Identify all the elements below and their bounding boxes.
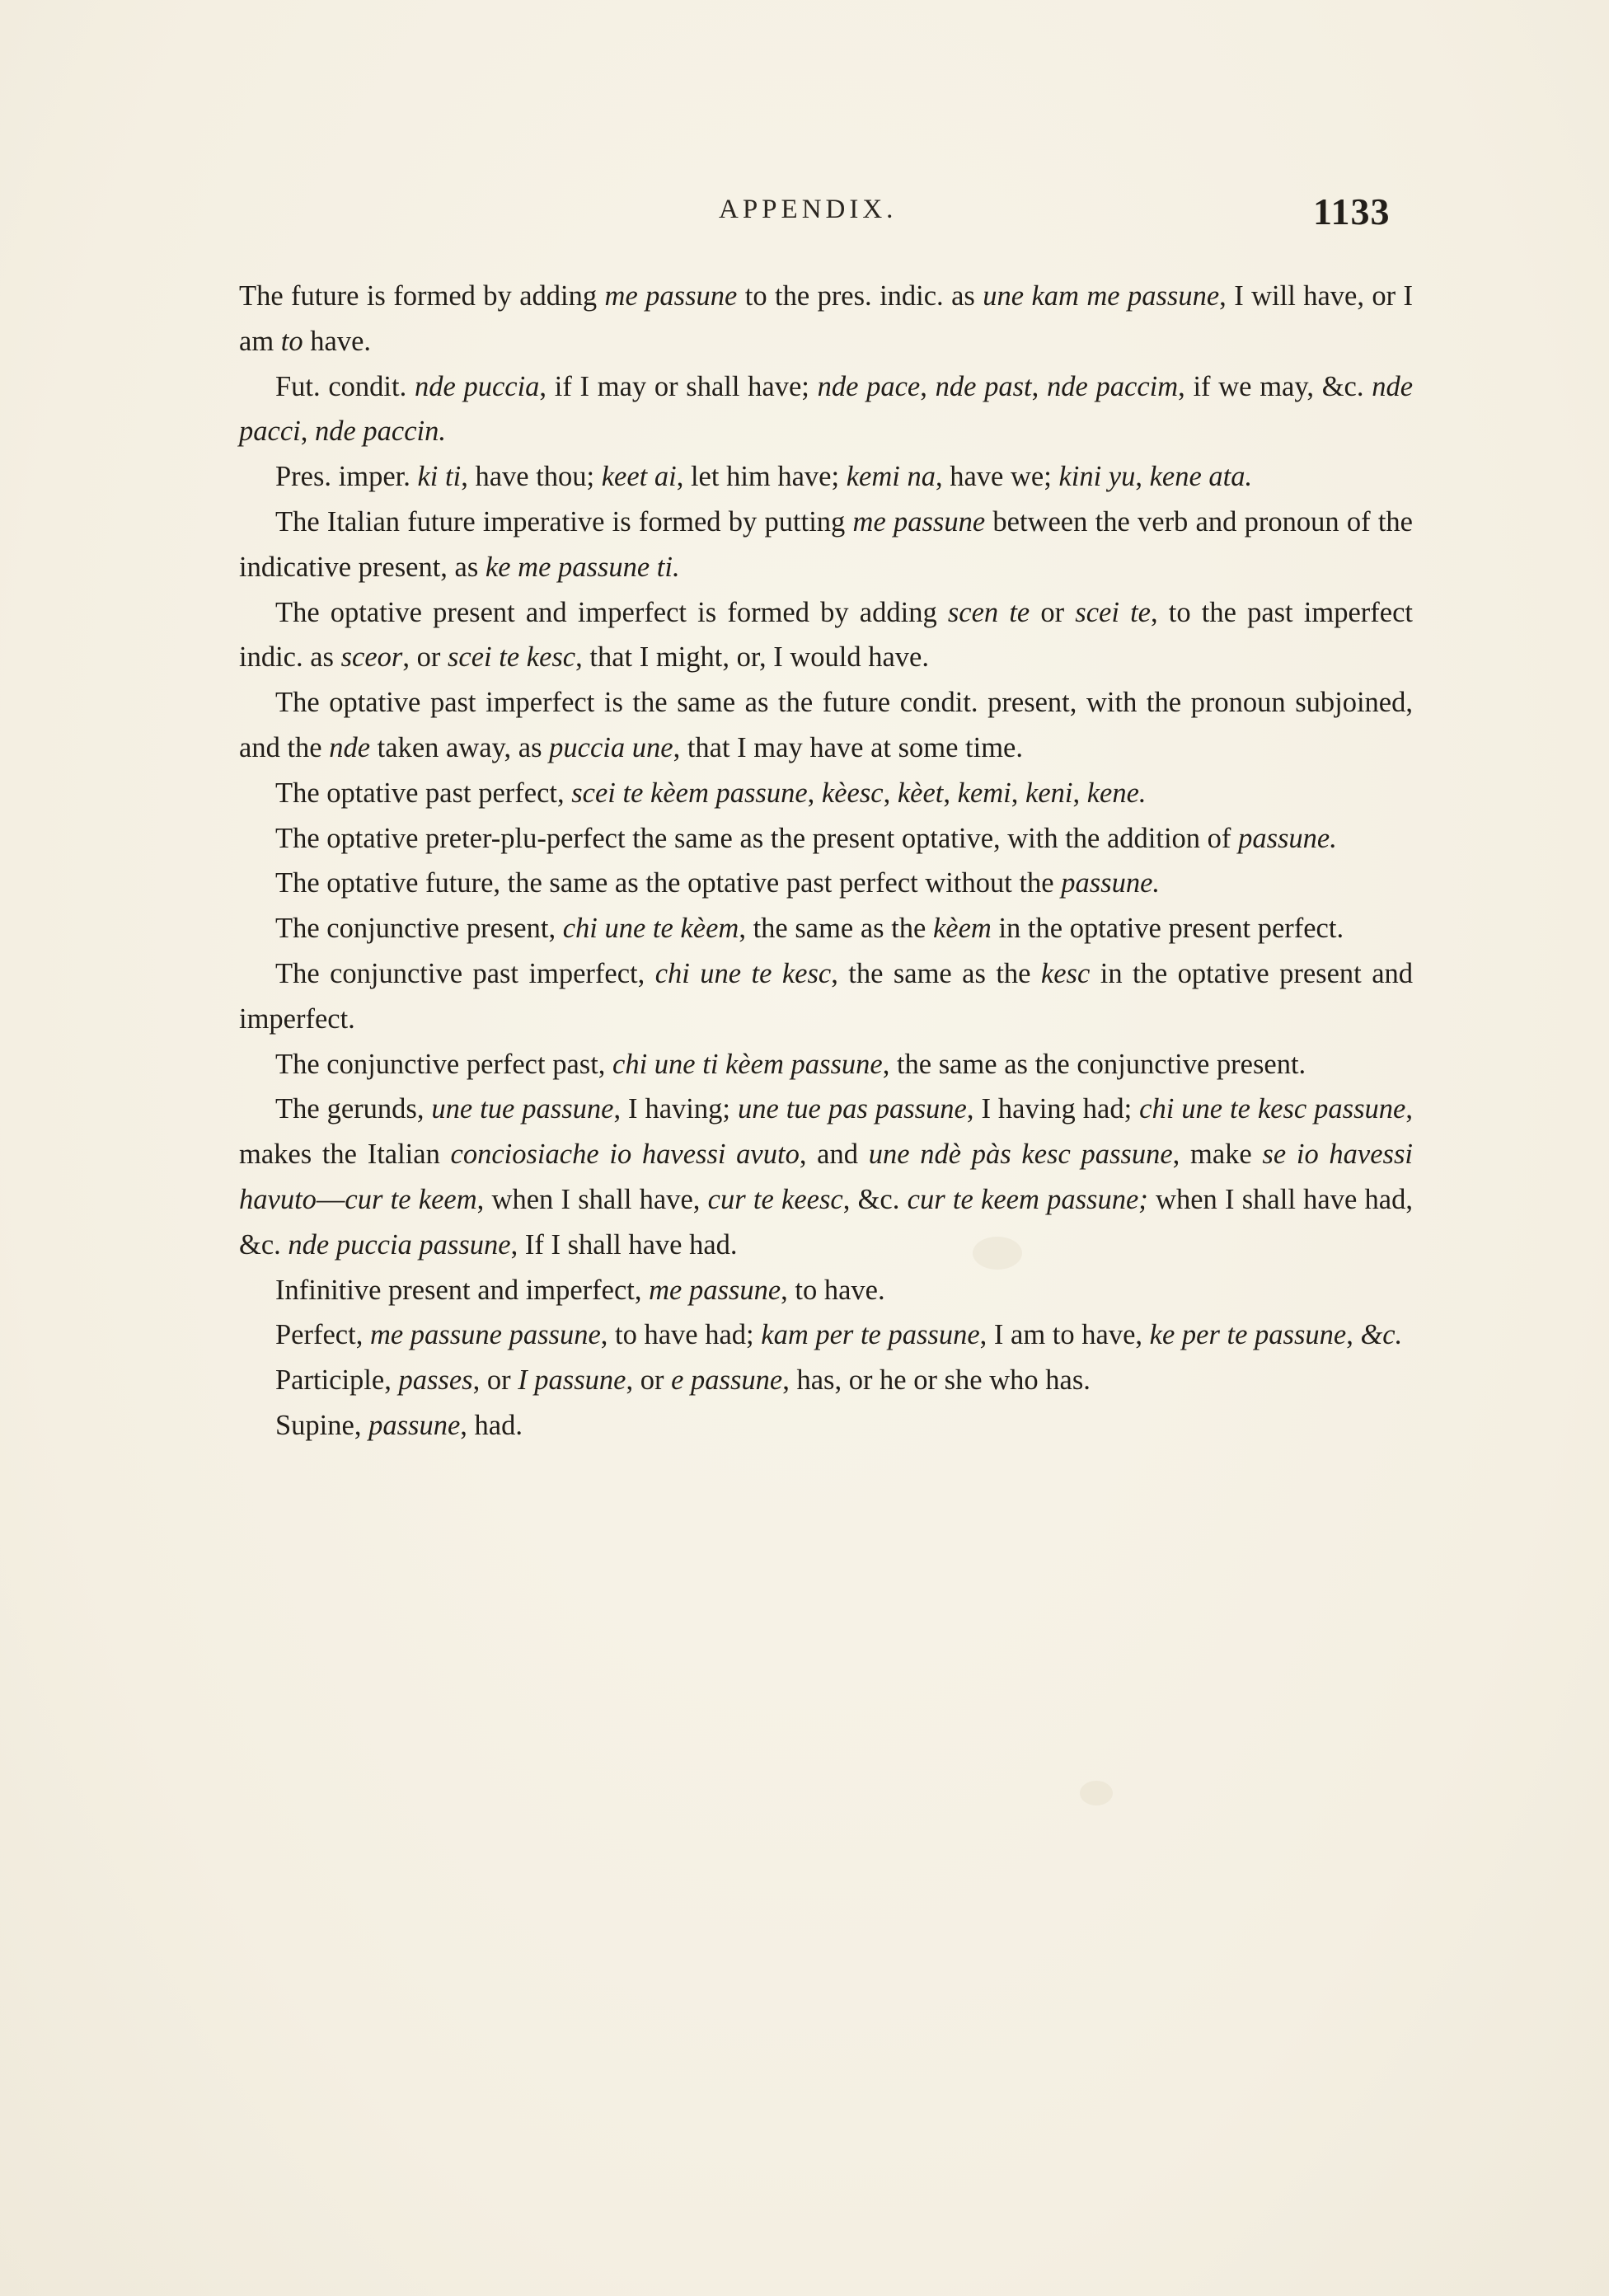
text-run: , I will have, or I am bbox=[239, 280, 1413, 357]
italic-term: se io havessi havuto bbox=[239, 1139, 1413, 1215]
text-run: Fut. condit. bbox=[275, 370, 415, 402]
italic-term: to bbox=[280, 325, 303, 357]
text-run: , bbox=[300, 416, 315, 448]
text-run: , that I might, or, I would have. bbox=[575, 641, 929, 674]
text-run: , to have. bbox=[781, 1274, 885, 1306]
text-run: , bbox=[1011, 777, 1026, 809]
text-run: , has, or he or she who has. bbox=[782, 1364, 1091, 1397]
text-run: , bbox=[1346, 1319, 1361, 1351]
italic-term: passune. bbox=[1238, 822, 1337, 854]
text-run: , the same as the conjunctive present. bbox=[882, 1048, 1306, 1080]
text-run: — bbox=[316, 1183, 345, 1215]
paragraph bbox=[239, 454, 1413, 500]
text-run: The optative past perfect, bbox=[275, 777, 572, 809]
italic-term: nde pacci bbox=[239, 370, 1414, 448]
italic-term: me passune bbox=[852, 505, 986, 538]
paragraph bbox=[239, 680, 1413, 771]
text-run: The optative past imperfect is the same as the future condit. present, with the pronoun subjoined, and the bbox=[239, 687, 1413, 763]
text-run: when I shall have had, &c. bbox=[239, 1183, 1413, 1261]
text-run: , if we may, &c. bbox=[1178, 370, 1372, 402]
text-run: , I having had; bbox=[966, 1093, 1140, 1125]
text-run: Participle, bbox=[275, 1364, 399, 1397]
italic-term: kèet bbox=[897, 777, 944, 809]
italic-term: une tue pas passune bbox=[737, 1093, 967, 1125]
paragraph bbox=[239, 500, 1413, 590]
italic-term: nde bbox=[329, 731, 371, 763]
italic-term: ki ti bbox=[417, 461, 462, 493]
text-run: The future is formed by adding bbox=[239, 280, 605, 312]
text-run: , bbox=[920, 370, 936, 402]
italic-term: kini yu bbox=[1058, 461, 1136, 493]
text-run: or bbox=[1030, 596, 1076, 628]
running-head bbox=[0, 190, 1609, 244]
text-run: , If I shall have had. bbox=[510, 1228, 738, 1261]
text-run: , the same as the bbox=[739, 913, 933, 945]
italic-term: scei te kèem passune bbox=[571, 777, 808, 809]
text-run: in the optative present perfect. bbox=[991, 913, 1344, 945]
paragraph bbox=[239, 274, 1413, 364]
text-run: The optative present and imperfect is formed by adding bbox=[275, 596, 948, 628]
italic-term: cur te keem bbox=[345, 1183, 477, 1215]
text-run: Perfect, bbox=[275, 1319, 370, 1351]
body-text bbox=[239, 274, 1413, 1448]
italic-term: I passune bbox=[518, 1364, 626, 1397]
paragraph bbox=[239, 364, 1413, 455]
text-run: , the same as the bbox=[831, 957, 1041, 989]
italic-term: chi une te kesc passune bbox=[1139, 1093, 1406, 1125]
text-run: , when I shall have, bbox=[476, 1183, 708, 1215]
text-run: , &c. bbox=[842, 1183, 908, 1215]
italic-term: keni bbox=[1025, 777, 1073, 809]
text-run: , to the past imperfect indic. as bbox=[239, 596, 1413, 674]
italic-term: scei te kesc bbox=[447, 641, 576, 674]
italic-term: e passune bbox=[671, 1364, 783, 1397]
paragraph bbox=[239, 816, 1413, 862]
text-run: , bbox=[883, 777, 898, 809]
paragraph bbox=[239, 1268, 1413, 1313]
text-run: , have thou; bbox=[461, 461, 602, 493]
text-run: , bbox=[1031, 370, 1047, 402]
italic-term: scei te bbox=[1075, 596, 1151, 628]
text-run: The optative preter-plu-perfect the same as the present optative, with the addition of bbox=[275, 822, 1239, 854]
paragraph bbox=[239, 1042, 1413, 1087]
text-run: , I having; bbox=[613, 1093, 738, 1125]
text-run: to the pres. indic. as bbox=[737, 280, 983, 312]
italic-term: kemi bbox=[957, 777, 1011, 809]
text-run: between the verb and pronoun of the indicative present, as bbox=[239, 505, 1413, 583]
italic-term: kemi na bbox=[846, 461, 936, 493]
italic-term: chi une te kèem bbox=[562, 913, 739, 945]
paragraph bbox=[239, 906, 1413, 951]
italic-term: passes bbox=[398, 1364, 473, 1397]
italic-term: keet ai bbox=[601, 461, 677, 493]
text-run: Pres. imper. bbox=[275, 461, 418, 493]
text-run: , bbox=[1072, 777, 1087, 809]
italic-term: cur te keesc bbox=[707, 1183, 843, 1215]
text-run: The gerunds, bbox=[275, 1093, 432, 1125]
text-run: , I am to have, bbox=[979, 1319, 1150, 1351]
text-run: , bbox=[943, 777, 958, 809]
italic-term: nde puccia bbox=[414, 370, 540, 402]
text-run: The conjunctive perfect past, bbox=[275, 1048, 613, 1080]
text-run: , or bbox=[626, 1364, 672, 1397]
page-number: 1133 bbox=[1313, 190, 1391, 232]
paragraph bbox=[239, 951, 1413, 1042]
text-run: , make bbox=[1172, 1139, 1263, 1171]
italic-term: nde paccin. bbox=[314, 416, 446, 448]
text-run: taken away, as bbox=[370, 731, 550, 763]
text-run: Infinitive present and imperfect, bbox=[275, 1274, 650, 1306]
italic-term: chi une ti kèem passune bbox=[612, 1048, 883, 1080]
text-run: The conjunctive past imperfect, bbox=[275, 957, 655, 989]
italic-term: sceor bbox=[340, 641, 403, 674]
text-run: The Italian future imperative is formed by putting bbox=[275, 505, 853, 538]
text-run: , and bbox=[799, 1139, 869, 1171]
italic-term: conciosiache io havessi avuto bbox=[450, 1139, 800, 1171]
italic-term: me passune bbox=[604, 280, 738, 312]
text-run: , bbox=[1135, 461, 1150, 493]
italic-term: passune. bbox=[1061, 867, 1161, 899]
text-run: , or bbox=[402, 641, 448, 674]
text-run: , have we; bbox=[935, 461, 1059, 493]
italic-term: ke per te passune bbox=[1149, 1319, 1347, 1351]
italic-term: nde puccia passune bbox=[288, 1228, 511, 1261]
text-run: , makes the Italian bbox=[239, 1093, 1413, 1171]
text-run: The optative future, the same as the optative past perfect without the bbox=[275, 867, 1062, 899]
paragraph bbox=[239, 1312, 1413, 1358]
running-title: APPENDIX. bbox=[719, 195, 898, 224]
paragraph bbox=[239, 1087, 1413, 1267]
text-run: , let him have; bbox=[676, 461, 847, 493]
text-run: Supine, bbox=[275, 1409, 369, 1441]
text-run: , had. bbox=[460, 1409, 523, 1441]
italic-term: nde past bbox=[935, 370, 1032, 402]
italic-term: me passune bbox=[649, 1274, 781, 1306]
italic-term: passune bbox=[368, 1409, 461, 1441]
italic-term: me passune passune bbox=[369, 1319, 601, 1351]
text-run: , if I may or shall have; bbox=[539, 370, 818, 402]
italic-term: puccia une bbox=[549, 731, 673, 763]
paragraph bbox=[239, 861, 1413, 906]
text-run: have. bbox=[303, 325, 372, 357]
italic-term: kene ata. bbox=[1149, 461, 1253, 493]
italic-term: kene. bbox=[1086, 777, 1147, 809]
paragraph bbox=[239, 771, 1413, 816]
italic-term: ke me passune ti. bbox=[485, 551, 680, 583]
italic-term: une ndè pàs kesc passune bbox=[868, 1139, 1173, 1171]
text-run: , that I may have at some time. bbox=[673, 731, 1023, 763]
italic-term: &c. bbox=[1360, 1319, 1403, 1351]
paragraph bbox=[239, 590, 1413, 681]
text-run: in the optative present and imperfect. bbox=[239, 957, 1414, 1035]
italic-term: nde paccim bbox=[1046, 370, 1179, 402]
italic-term: cur te keem passune; bbox=[907, 1183, 1148, 1215]
paragraph bbox=[239, 1358, 1413, 1403]
italic-term: une tue passune bbox=[431, 1093, 614, 1125]
text-run: , or bbox=[472, 1364, 518, 1397]
italic-term: nde pace bbox=[817, 370, 921, 402]
paper-stain bbox=[1080, 1781, 1113, 1805]
italic-term: kam per te passune bbox=[761, 1319, 980, 1351]
italic-term: kèesc bbox=[821, 777, 884, 809]
paragraph bbox=[239, 1403, 1413, 1448]
italic-term: scen te bbox=[947, 596, 1030, 628]
italic-term: une kam me passune bbox=[983, 280, 1220, 312]
text-run: The conjunctive present, bbox=[275, 913, 563, 945]
italic-term: kesc bbox=[1040, 957, 1091, 989]
text-run: , bbox=[807, 777, 822, 809]
italic-term: chi une te kesc bbox=[654, 957, 832, 989]
text-run: , to have had; bbox=[600, 1319, 762, 1351]
italic-term: kèem bbox=[932, 913, 992, 945]
